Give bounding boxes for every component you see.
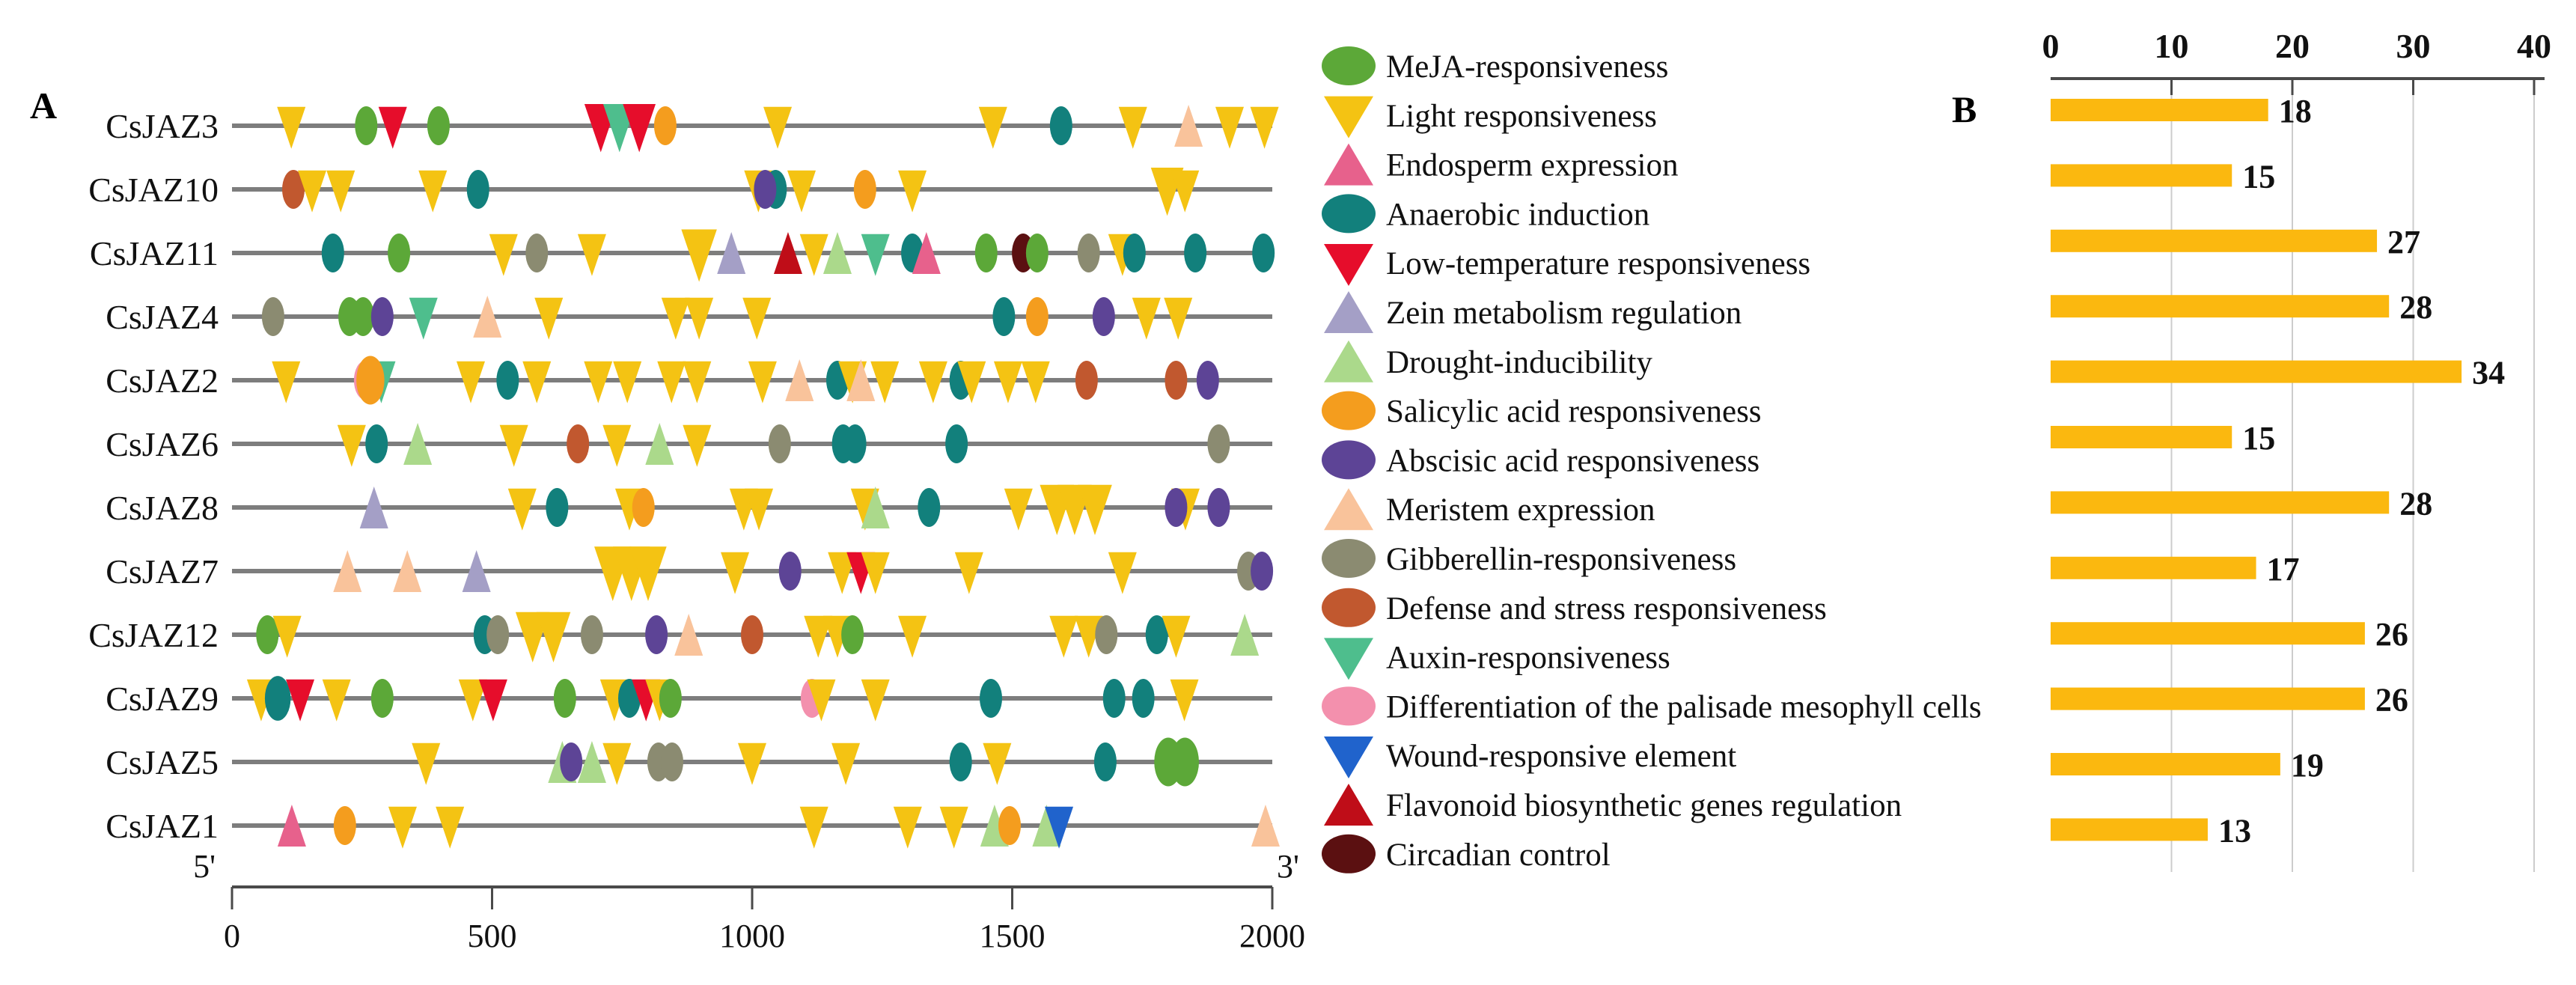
cis-element-anae-ellipse-icon [980, 679, 1002, 718]
panel-a-letter: A [30, 85, 58, 126]
legend-label-endo: Endosperm expression [1386, 147, 1679, 183]
legend-label-pali: Differentiation of the palisade mesophyll cells [1386, 689, 1982, 725]
legend-label-flav: Flavonoid biosynthetic genes regulation [1386, 788, 1902, 823]
bar-CsJAZ6 [2051, 426, 2232, 448]
cis-element-gibb-ellipse-icon [581, 615, 603, 654]
bar-CsJAZ1 [2051, 818, 2208, 841]
legend-marker-absc-ellipse-icon [1322, 440, 1376, 479]
panel-a-axis-tick-label: 1000 [719, 918, 785, 954]
cis-element-lowt-triangle-down-icon [623, 104, 656, 152]
bar-CsJAZ12 [2051, 622, 2365, 644]
cis-element-anae-ellipse-icon [1132, 679, 1155, 718]
cis-element-anae-ellipse-icon [265, 676, 291, 721]
gene-label-CsJAZ4: CsJAZ4 [106, 298, 219, 336]
legend-label-circ: Circadian control [1386, 837, 1611, 873]
bar-value-CsJAZ1: 13 [2218, 812, 2251, 850]
bar-CsJAZ10 [2051, 164, 2232, 186]
cis-element-sali-ellipse-icon [356, 356, 385, 405]
gene-label-CsJAZ1: CsJAZ1 [106, 807, 219, 845]
legend-label-anae: Anaerobic induction [1386, 197, 1650, 233]
bar-value-CsJAZ8: 28 [2399, 485, 2433, 522]
cis-element-absc-ellipse-icon [645, 615, 668, 654]
cis-element-defe-ellipse-icon [1165, 361, 1187, 400]
cis-element-meja-ellipse-icon [841, 615, 864, 654]
gene-label-CsJAZ12: CsJAZ12 [88, 616, 219, 654]
cis-element-absc-ellipse-icon [1197, 361, 1219, 400]
bar-value-CsJAZ5: 19 [2290, 747, 2324, 784]
legend-marker-sali-ellipse-icon [1322, 391, 1376, 430]
gene-label-CsJAZ6: CsJAZ6 [106, 425, 219, 463]
panel-b-bar-chart [2042, 27, 2552, 872]
gene-label-CsJAZ9: CsJAZ9 [106, 680, 219, 718]
cis-element-sali-ellipse-icon [1026, 297, 1049, 336]
cis-element-meja-ellipse-icon [659, 679, 682, 718]
cis-element-gibb-ellipse-icon [1095, 615, 1117, 654]
legend-marker-lowt-triangle-down-icon [1324, 244, 1373, 286]
cis-element-anae-ellipse-icon [950, 742, 972, 781]
cis-element-gibb-ellipse-icon [525, 234, 548, 272]
bar-value-CsJAZ12: 26 [2375, 616, 2408, 653]
five-prime-label: 5' [193, 848, 216, 885]
legend-marker-flav-triangle-up-icon [1324, 784, 1373, 826]
cis-element-meja-ellipse-icon [427, 106, 450, 145]
bar-value-CsJAZ7: 17 [2266, 550, 2300, 588]
panel-a-gene-map [88, 104, 1305, 954]
legend-marker-endo-triangle-up-icon [1324, 144, 1373, 186]
bar-value-CsJAZ11: 27 [2387, 223, 2421, 260]
legend-marker-drou-triangle-up-icon [1324, 341, 1373, 382]
cis-element-anae-ellipse-icon [1184, 234, 1206, 272]
cis-element-absc-ellipse-icon [1251, 552, 1273, 591]
cis-element-defe-ellipse-icon [741, 615, 763, 654]
legend-marker-auxi-triangle-down-icon [1324, 638, 1373, 680]
panel-b-axis-tick-label: 40 [2517, 27, 2551, 65]
cis-element-defe-ellipse-icon [1075, 361, 1098, 400]
cis-element-sali-ellipse-icon [654, 106, 677, 145]
cis-element-anae-ellipse-icon [1103, 679, 1126, 718]
cis-element-gibb-ellipse-icon [262, 297, 284, 336]
legend-label-zein: Zein metabolism regulation [1386, 296, 1742, 331]
bar-CsJAZ3 [2051, 99, 2268, 121]
panel-b-axis-tick-label: 10 [2154, 27, 2189, 65]
cis-element-meja-ellipse-icon [554, 679, 576, 718]
bar-value-CsJAZ10: 15 [2242, 158, 2276, 195]
legend-marker-defe-ellipse-icon [1322, 588, 1376, 627]
cis-element-absc-ellipse-icon [754, 170, 776, 209]
bar-CsJAZ11 [2051, 230, 2377, 252]
legend-label-sali: Salicylic acid responsiveness [1386, 394, 1762, 430]
legend-label-woun: Wound-responsive element [1386, 739, 1737, 775]
legend-marker-gibb-ellipse-icon [1322, 539, 1376, 578]
panel-b-axis-tick-label: 0 [2042, 27, 2060, 65]
cis-element-anae-ellipse-icon [496, 361, 519, 400]
legend-marker-meri-triangle-up-icon [1324, 488, 1373, 530]
bar-value-CsJAZ9: 26 [2375, 681, 2408, 719]
bar-CsJAZ2 [2051, 361, 2461, 383]
cis-element-absc-ellipse-icon [560, 742, 582, 781]
cis-element-absc-ellipse-icon [1207, 488, 1230, 527]
cis-element-absc-ellipse-icon [371, 297, 394, 336]
bar-CsJAZ4 [2051, 295, 2389, 317]
legend-label-meri: Meristem expression [1386, 492, 1655, 528]
legend-label-gibb: Gibberellin-responsiveness [1386, 542, 1737, 577]
cis-element-sali-ellipse-icon [632, 488, 655, 527]
legend-label-defe: Defense and stress responsiveness [1386, 591, 1827, 626]
bar-CsJAZ8 [2051, 491, 2389, 513]
bar-CsJAZ7 [2051, 557, 2256, 579]
legend-marker-pali-ellipse-icon [1322, 686, 1376, 725]
cis-element-gibb-ellipse-icon [769, 424, 791, 463]
cis-element-gibb-ellipse-icon [661, 742, 683, 781]
cis-element-anae-ellipse-icon [1094, 742, 1117, 781]
legend-label-meja: MeJA-responsiveness [1386, 49, 1669, 85]
gene-label-CsJAZ2: CsJAZ2 [106, 362, 219, 400]
gene-label-CsJAZ10: CsJAZ10 [88, 171, 219, 209]
bar-value-CsJAZ2: 34 [2472, 354, 2506, 391]
cis-element-light-triangle-down-icon [681, 230, 717, 282]
cis-element-anae-ellipse-icon [1123, 234, 1146, 272]
panel-b-letter: B [1952, 88, 1977, 130]
legend-marker-anae-ellipse-icon [1322, 194, 1376, 233]
gene-label-CsJAZ7: CsJAZ7 [106, 552, 219, 591]
panel-b-axis-tick-label: 30 [2396, 27, 2431, 65]
panel-a-axis-tick-label: 500 [467, 918, 517, 954]
cis-element-meja-ellipse-icon [388, 234, 410, 272]
legend-marker-circ-ellipse-icon [1322, 835, 1376, 873]
cis-element-anae-ellipse-icon [1050, 106, 1072, 145]
cis-element-sali-ellipse-icon [854, 170, 876, 209]
cis-element-sali-ellipse-icon [998, 806, 1021, 845]
bar-value-CsJAZ4: 28 [2399, 289, 2433, 326]
legend-label-light: Light responsiveness [1386, 98, 1657, 134]
legend-label-drou: Drought-inducibility [1386, 344, 1652, 380]
legend-marker-zein-triangle-up-icon [1324, 291, 1373, 333]
cis-element-anae-ellipse-icon [546, 488, 568, 527]
cis-element-gibb-ellipse-icon [1078, 234, 1100, 272]
cis-element-meja-ellipse-icon [1171, 738, 1199, 787]
legend-marker-woun-triangle-down-icon [1324, 737, 1373, 778]
gene-label-CsJAZ8: CsJAZ8 [106, 489, 219, 527]
cis-element-anae-ellipse-icon [322, 234, 344, 272]
cis-element-anae-ellipse-icon [992, 297, 1015, 336]
cis-element-anae-ellipse-icon [365, 424, 388, 463]
legend-marker-meja-ellipse-icon [1322, 46, 1376, 85]
legend-label-absc: Abscisic acid responsiveness [1386, 443, 1760, 479]
bar-CsJAZ5 [2051, 753, 2280, 775]
cis-element-meja-ellipse-icon [355, 106, 377, 145]
cis-element-gibb-ellipse-icon [1207, 424, 1230, 463]
cis-element-absc-ellipse-icon [1165, 488, 1187, 527]
three-prime-label: 3' [1277, 848, 1299, 885]
legend-label-auxi: Auxin-responsiveness [1386, 640, 1670, 676]
panel-a-axis-tick-label: 2000 [1239, 918, 1305, 954]
cis-element-meja-ellipse-icon [975, 234, 998, 272]
cis-element-anae-ellipse-icon [1252, 234, 1275, 272]
gene-label-CsJAZ11: CsJAZ11 [89, 234, 219, 272]
cis-element-sali-ellipse-icon [334, 806, 356, 845]
panel-a-axis-tick-label: 1500 [979, 918, 1046, 954]
cis-element-absc-ellipse-icon [779, 552, 802, 591]
bar-value-CsJAZ6: 15 [2242, 420, 2276, 457]
cis-element-meja-ellipse-icon [352, 297, 374, 336]
legend-marker-light-triangle-down-icon [1324, 97, 1373, 138]
panel-b-axis-tick-label: 20 [2275, 27, 2310, 65]
cis-element-anae-ellipse-icon [945, 424, 968, 463]
cis-element-absc-ellipse-icon [1093, 297, 1115, 336]
cis-element-defe-ellipse-icon [567, 424, 589, 463]
cis-element-anae-ellipse-icon [918, 488, 940, 527]
cis-element-meja-ellipse-icon [371, 679, 394, 718]
gene-label-CsJAZ5: CsJAZ5 [106, 743, 219, 781]
cis-element-anae-ellipse-icon [844, 424, 867, 463]
cis-element-meja-ellipse-icon [1026, 234, 1049, 272]
cis-element-anae-ellipse-icon [467, 170, 489, 209]
legend-label-lowt: Low-temperature responsiveness [1386, 246, 1811, 282]
bar-value-CsJAZ3: 18 [2278, 93, 2312, 129]
cis-element-gibb-ellipse-icon [486, 615, 509, 654]
panel-a-axis-tick-label: 0 [224, 918, 240, 954]
figure-legend [1322, 46, 1982, 873]
cis-element-light-triangle-down-icon [537, 612, 571, 662]
gene-label-CsJAZ3: CsJAZ3 [106, 107, 219, 145]
bar-CsJAZ9 [2051, 688, 2365, 710]
